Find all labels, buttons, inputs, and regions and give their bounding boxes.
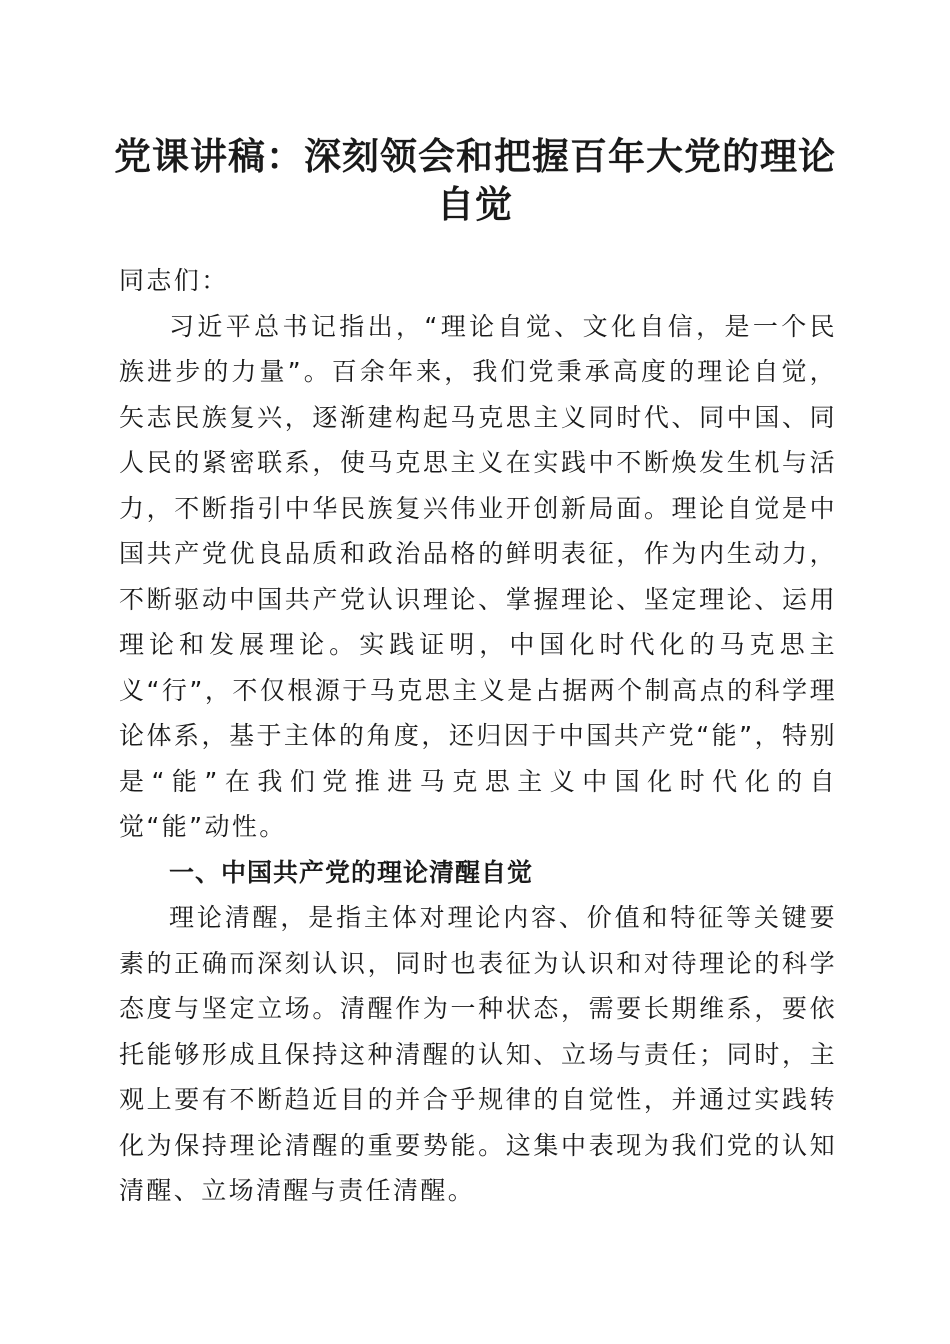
intro-paragraph: 习近平总书记指出，“理论自觉、文化自信，是一个民族进步的力量”。百余年来，我们党秉承高度的理论自觉，矢志民族复兴，逐渐建构起马克思主义同时代、同中国、同人民的紧密联系，使马克思主义在实践中不断焕发生机与活力，不断指引中华民族复兴伟业开创新局面。理论自觉是中国共产党优良品质和政治品格的鲜明表征，作为内生动力，不断驱动中国共产党认识理论、掌握理论、坚定理论、运用理论和发展理论。实践证明，中国化时代化的马克思主义“行”，不仅根源于马克思主义是占据两个制高点的科学理论体系，基于主体的角度，还归因于中国共产党“能”，特别是“能”在我们党推进马克思主义中国化时代化的自觉“能”动性。 xyxy=(119,311,837,841)
section-heading: 一、中国共产党的理论清醒自觉 xyxy=(169,857,534,887)
document-title: 党课讲稿：深刻领会和把握百年大党的理论自觉 xyxy=(114,134,836,226)
document-body xyxy=(119,258,837,1214)
section-paragraph: 理论清醒，是指主体对理论内容、价值和特征等关键要素的正确而深刻认识，同时也表征为认识和对待理论的科学态度与坚定立场。清醒作为一种状态，需要长期维系，要依托能够形成且保持这种清醒的认知、立场与责任；同时，主观上要有不断趋近目的并合乎规律的自觉性，并通过实践转化为保持理论清醒的重要势能。这集中表现为我们党的认知清醒、立场清醒与责任清醒。 xyxy=(119,903,837,1205)
salutation: 同志们： xyxy=(119,266,229,295)
